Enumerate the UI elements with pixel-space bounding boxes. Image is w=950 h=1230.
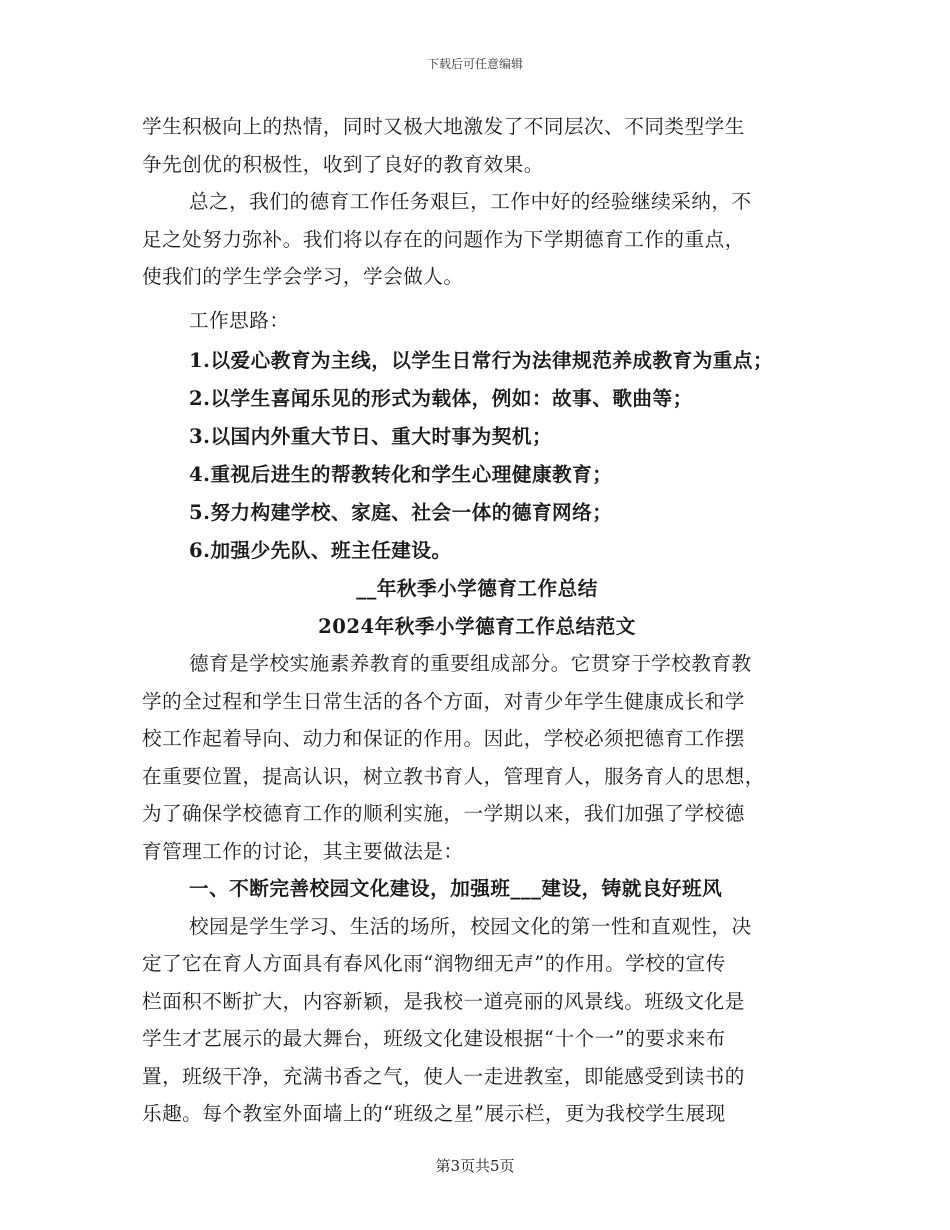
paragraph-line: 育管理工作的讨论，其主要做法是： [142,839,464,863]
idea-item: 3.以国内外重大节日、重大时事为契机； [189,425,553,448]
paragraph-line: 定了它在育人方面具有春风化雨“润物细无声”的作用。学校的宣传 [142,952,726,975]
idea-item: 1.以爱心教育为主线，以学生日常行为法律规范养成教育为重点； [189,349,774,372]
page-footer: 第3页共5页 [435,1157,515,1175]
paragraph-line: 为了确保学校德育工作的顺利实施，一学期以来，我们加强了学校德 [142,802,745,825]
section-title: __年秋季小学德育工作总结 [356,577,598,600]
summary-line: 总之，我们的德育工作任务艰巨，工作中好的经验继续采纳，不 [189,190,752,213]
paragraph-line: 栏面积不断扩大，内容新颖，是我校一道亮丽的风景线。班级文化是 [142,989,745,1013]
paragraph-line: 学生才艺展示的最大舞台，班级文化建设根据“十个一”的要求来布 [142,1027,726,1050]
paragraph-line: 德育是学校实施素养教育的重要组成部分。它贯穿于学校教育教 [189,652,752,675]
summary-line: 足之处努力弥补。我们将以存在的问题作为下学期德育工作的重点， [142,227,745,251]
paragraph-line: 校工作起着导向、动力和保证的作用。因此，学校必须把德育工作摆 [142,727,745,750]
intro-line: 争先创优的积极性，收到了良好的教育效果。 [142,152,544,176]
idea-item: 4.重视后进生的帮教转化和学生心理健康教育； [189,463,613,486]
paragraph-line: 学的全过程和学生日常生活的各个方面，对青少年学生健康成长和学 [142,689,745,713]
paragraph-line: 乐趣。每个教室外面墙上的“班级之星”展示栏，更为我校学生展现 [142,1102,726,1125]
document-body [142,108,812,1133]
ideas-list [142,342,812,570]
ideas-label: 工作思路： [189,308,290,332]
intro-line: 学生积极向上的热情，同时又极大地激发了不同层次、不同类型学生 [142,115,745,138]
paragraph-line: 校园是学生学习、生活的场所，校园文化的第一性和直观性，决 [189,914,752,938]
page-header: 下载后可任意编辑 [426,57,523,71]
paragraph-line: 置，班级干净，充满书香之气，使人一走进教室，即能感受到读书的 [142,1064,745,1088]
paragraph-line: 在重要位置，提高认识，树立教书育人，管理育人，服务育人的思想， [142,764,765,788]
summary-line: 使我们的学生学会学习，学会做人。 [142,265,464,288]
idea-item: 2.以学生喜闻乐见的形式为载体，例如：故事、歌曲等； [189,387,693,410]
document-title: 2024年秋季小学德育工作总结范文 [318,614,636,638]
idea-item: 5.努力构建学校、家庭、社会一体的德育网络； [189,501,613,524]
section-heading: 一、不断完善校园文化建设，加强班___建设，铸就良好班风 [189,877,723,900]
idea-item: 6.加强少先队、班主任建设。 [189,539,452,562]
